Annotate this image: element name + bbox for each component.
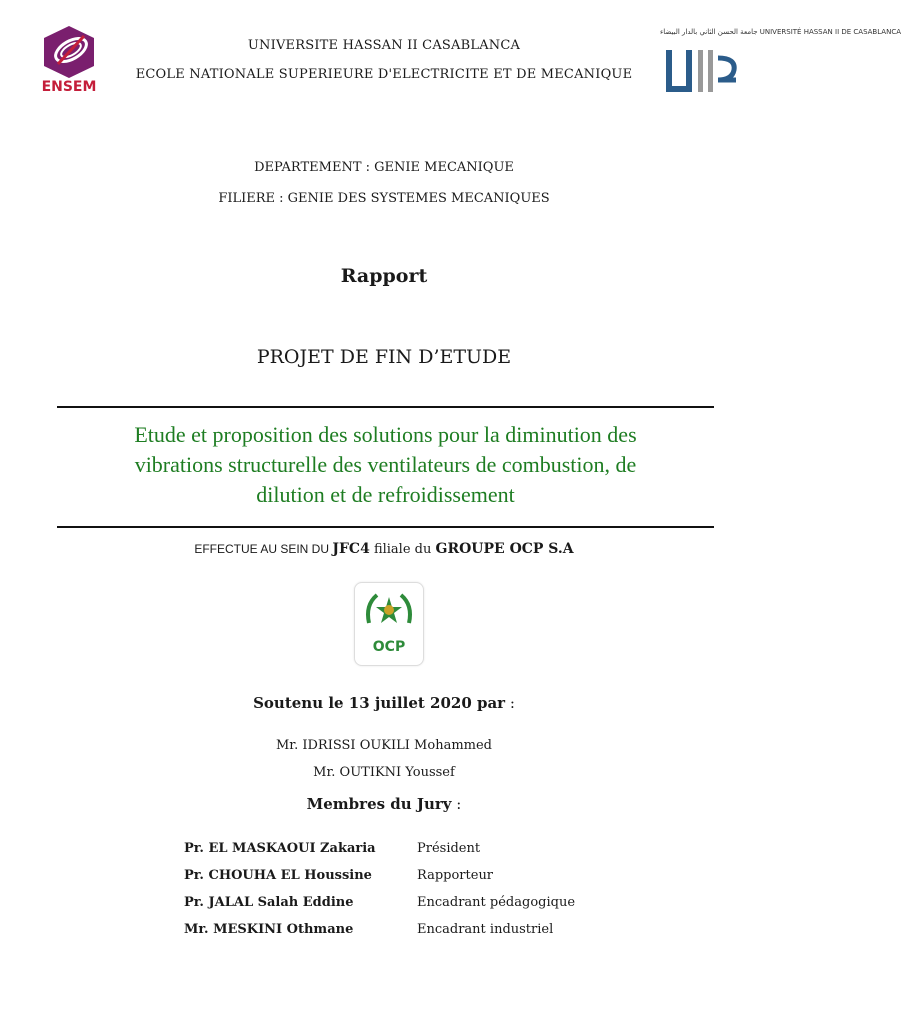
jury-member-name: Pr. EL MASKAOUI Zakaria xyxy=(184,841,376,856)
jury-member-role: Encadrant industriel xyxy=(417,922,554,937)
defense-text: Soutenu le 13 juillet 2020 par xyxy=(253,694,506,712)
ocp-logo-text: OCP xyxy=(372,639,406,655)
host-company-line xyxy=(0,541,768,557)
unit-name: JFC4 xyxy=(332,541,370,557)
topic-line: dilution et de refroidissement xyxy=(256,482,515,507)
defense-date xyxy=(0,694,768,712)
jury-member-role: Encadrant pédagogique xyxy=(417,895,576,910)
group-name: GROUPE OCP S.A xyxy=(435,541,574,557)
jury-title-text: Membres du Jury xyxy=(306,795,452,813)
ensem-logo-text: ENSEM xyxy=(41,79,97,95)
jury-member-role: Président xyxy=(417,841,481,856)
project-label: PROJET DE FIN D’ETUDE xyxy=(256,346,512,368)
uh2c-logo-text: جامعة الحسن الثاني بالدار البيضاء UNIVERSITÉ HASSAN II DE CASABLANCA xyxy=(660,28,901,36)
topic-line: Etude et proposition des solutions pour la diminution des xyxy=(134,422,637,447)
jury-member-row xyxy=(184,868,604,886)
jury-member-row xyxy=(184,922,604,940)
effectue-middle: filiale du xyxy=(369,542,436,557)
jury-title xyxy=(0,795,768,813)
department: DEPARTEMENT : GENIE MECANIQUE xyxy=(254,160,514,175)
topic-line: vibrations structurelle des ventilateurs de combustion, de xyxy=(134,452,637,477)
jury-member-role: Rapporteur xyxy=(417,868,494,883)
university-name: UNIVERSITE HASSAN II CASABLANCA xyxy=(247,38,521,53)
student-name: Mr. IDRISSI OUKILI Mohammed xyxy=(276,738,492,753)
top-rule xyxy=(57,406,714,408)
ensem-logo xyxy=(34,24,104,108)
jury-title-suffix: : xyxy=(451,795,462,813)
report-label: Rapport xyxy=(340,265,428,287)
bottom-rule xyxy=(57,526,714,528)
ocp-star-icon xyxy=(355,583,423,643)
jury-member-name: Mr. MESKINI Othmane xyxy=(184,922,354,937)
ocp-logo xyxy=(354,582,424,666)
defense-suffix: : xyxy=(505,694,515,712)
filiere: FILIERE : GENIE DES SYSTEMES MECANIQUES xyxy=(218,191,550,206)
jury-member-row xyxy=(184,841,604,859)
report-topic xyxy=(57,420,714,510)
jury-member-row xyxy=(184,895,604,913)
school-name: ECOLE NATIONALE SUPERIEURE D'ELECTRICITE ET DE MECANIQUE xyxy=(135,67,633,82)
student-name: Mr. OUTIKNI Youssef xyxy=(313,765,455,780)
jury-member-name: Pr. CHOUHA EL Houssine xyxy=(184,868,372,883)
jury-member-name: Pr. JALAL Salah Eddine xyxy=(184,895,354,910)
effectue-prefix: EFFECTUE AU SEIN DU xyxy=(194,542,333,556)
